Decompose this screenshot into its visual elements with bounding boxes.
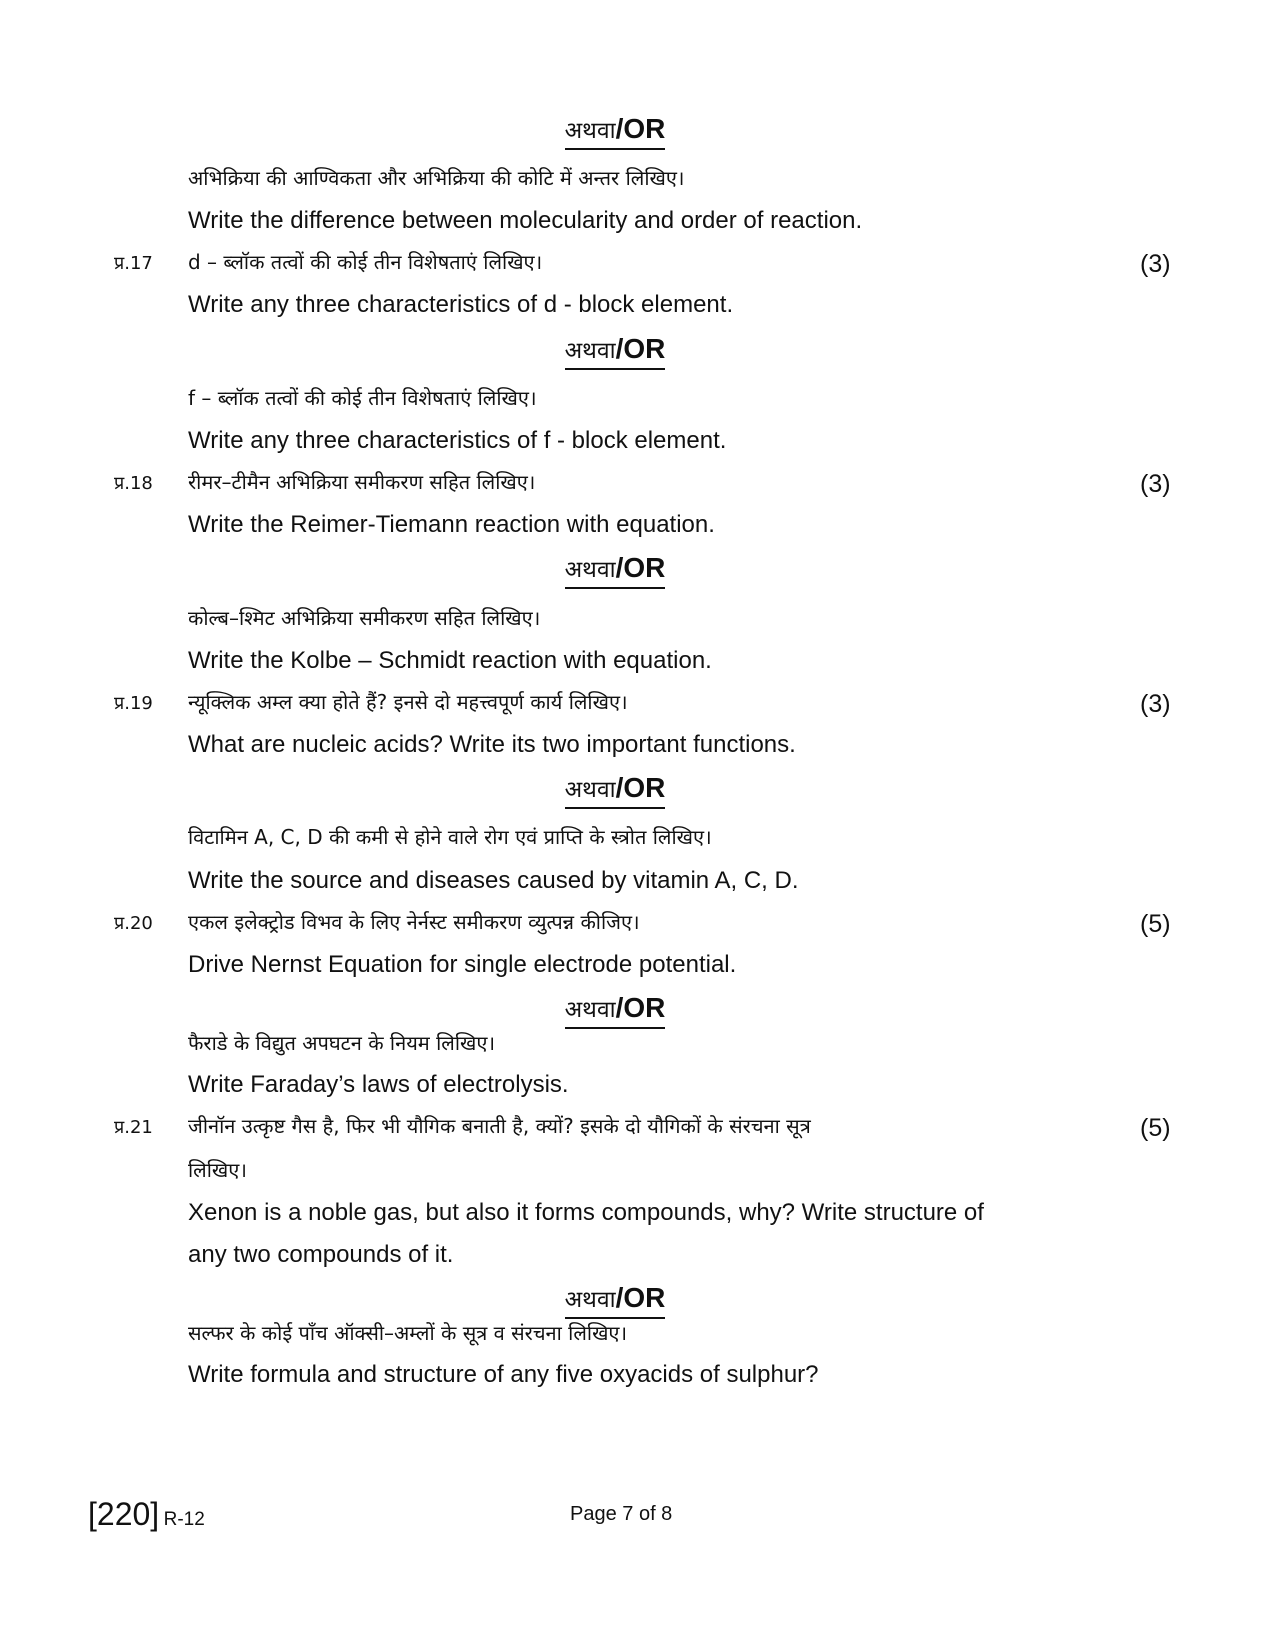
paper-code-number: [220] (88, 1496, 160, 1532)
question-text-hindi: फैराडे के विद्युत अपघटन के नियम लिखिए। (188, 1031, 496, 1055)
question-text-hindi: न्यूक्लिक अम्ल क्या होते हैं? इनसे दो महत्त्वपूर्ण कार्य लिखिए। (188, 690, 628, 714)
question-text-hindi: लिखिए। (188, 1158, 247, 1182)
or-heading: अथवा/OR (0, 333, 1230, 370)
paper-code (88, 1496, 205, 1533)
question-text-english: Drive Nernst Equation for single electrode potential. (188, 951, 737, 978)
or-heading: अथवा/OR (0, 113, 1230, 150)
question-text-hindi: d – ब्लॉक तत्वों की कोई तीन विशेषताएं लिखिए। (188, 250, 543, 274)
question-number-21: प्र.21 (114, 1117, 153, 1138)
question-text-english: Xenon is a noble gas, but also it forms compounds, why? Write structure of (188, 1199, 984, 1226)
question-text-hindi: कोल्ब–श्मिट अभिक्रिया समीकरण सहित लिखिए। (188, 606, 541, 630)
question-text-hindi: f – ब्लॉक तत्वों की कोई तीन विशेषताएं लिखिए। (188, 386, 537, 410)
question-number-19: प्र.19 (114, 693, 153, 714)
set-code: R-12 (163, 1509, 205, 1530)
question-text-hindi: रीमर–टीमैन अभिक्रिया समीकरण सहित लिखिए। (188, 470, 536, 494)
question-text-hindi: अभिक्रिया की आण्विकता और अभिक्रिया की कोटि में अन्तर लिखिए। (188, 166, 685, 190)
question-text-english: Write any three characteristics of f - block element. (188, 427, 727, 454)
marks-19: (3) (1140, 690, 1171, 718)
question-text-english: Write the Reimer-Tiemann reaction with equation. (188, 511, 715, 538)
question-text-english: Write Faraday’s laws of electrolysis. (188, 1071, 569, 1098)
question-number-18: प्र.18 (114, 473, 153, 494)
page-number: Page 7 of 8 (570, 1503, 673, 1525)
marks-21: (5) (1140, 1114, 1171, 1142)
question-text-english: Write the Kolbe – Schmidt reaction with equation. (188, 647, 712, 674)
question-text-hindi: सल्फर के कोई पाँच ऑक्सी–अम्लों के सूत्र व संरचना लिखिए। (188, 1321, 628, 1345)
question-text-english: any two compounds of it. (188, 1241, 454, 1268)
question-text-english: What are nucleic acids? Write its two important functions. (188, 731, 796, 758)
or-heading: अथवा/OR (0, 552, 1230, 589)
question-text-english: Write formula and structure of any five oxyacids of sulphur? (188, 1361, 819, 1388)
question-text-english: Write any three characteristics of d - block element. (188, 291, 734, 318)
marks-17: (3) (1140, 250, 1171, 278)
question-text-english: Write the source and diseases caused by vitamin A, C, D. (188, 867, 799, 894)
question-number-20: प्र.20 (114, 913, 153, 934)
question-text-hindi: एकल इलेक्ट्रोड विभव के लिए नेर्नस्ट समीकरण व्युत्पन्न कीजिए। (188, 910, 640, 934)
question-text-hindi: विटामिन A, C, D की कमी से होने वाले रोग एवं प्राप्ति के स्त्रोत लिखिए। (188, 825, 712, 849)
or-heading: अथवा/OR (0, 992, 1230, 1029)
question-number-17: प्र.17 (114, 253, 153, 274)
marks-20: (5) (1140, 910, 1171, 938)
question-text-hindi: जीनॉन उत्कृष्ट गैस है, फिर भी यौगिक बनाती है, क्यों? इसके दो यौगिकों के संरचना सूत्र (188, 1114, 811, 1138)
or-heading: अथवा/OR (0, 772, 1230, 809)
or-heading: अथवा/OR (0, 1282, 1230, 1319)
question-text-english: Write the difference between molecularity and order of reaction. (188, 207, 863, 234)
marks-18: (3) (1140, 470, 1171, 498)
